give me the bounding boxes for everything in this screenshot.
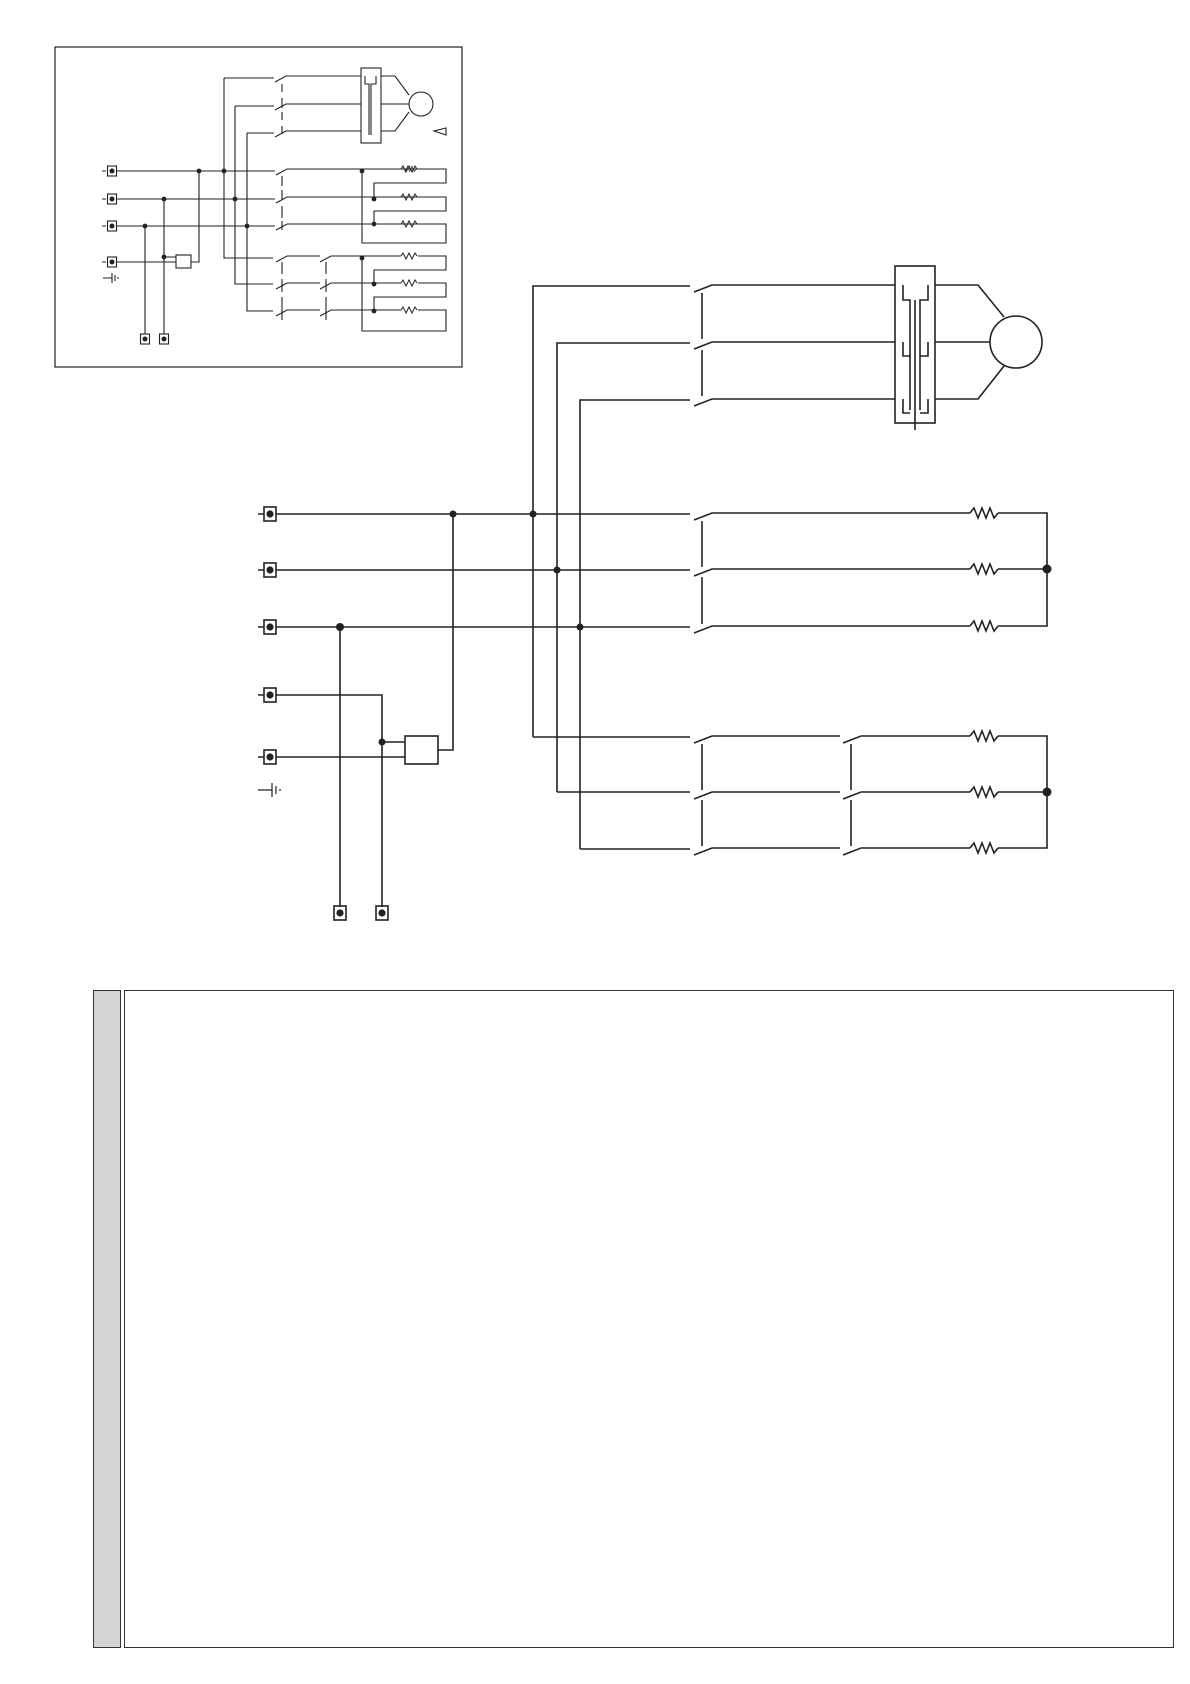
thumbnail-frame [55, 47, 462, 367]
terminal-icon [264, 750, 276, 764]
terminal-icon [264, 563, 276, 577]
contact-switch-icon [843, 736, 970, 855]
resistor-icon [970, 621, 998, 631]
thermal-relay-icon [176, 255, 191, 268]
main-schematic [258, 266, 1052, 920]
terminal-icon [376, 906, 388, 920]
motor-icon [990, 316, 1042, 368]
motor-icon [409, 92, 433, 116]
direction-marker-icon [434, 128, 446, 135]
terminal-icon [108, 194, 117, 204]
terminal-icon [108, 221, 117, 231]
resistor-icon [970, 843, 998, 853]
terminal-icon [108, 257, 117, 267]
resistor-icon [970, 564, 998, 574]
ground-icon [103, 273, 118, 283]
contact-switch-icon [694, 736, 840, 855]
terminal-icon [108, 166, 117, 176]
terminal-icon [264, 620, 276, 634]
overview-thumbnail [55, 47, 462, 367]
contact-switch-icon [694, 285, 895, 406]
resistor-icon [970, 731, 998, 741]
terminal-icon [264, 507, 276, 521]
terminal-icon [264, 688, 276, 702]
ground-icon [258, 783, 280, 797]
resistor-icon [970, 508, 998, 518]
resistor-icon [970, 787, 998, 797]
panel-side-tab [93, 990, 121, 1648]
terminal-icon [160, 334, 169, 344]
thermal-relay-icon [405, 736, 438, 764]
notes-panel [93, 990, 1170, 1658]
notes-box [124, 990, 1174, 1648]
terminal-icon [334, 906, 346, 920]
contact-switch-icon [694, 513, 970, 633]
terminal-icon [141, 334, 150, 344]
